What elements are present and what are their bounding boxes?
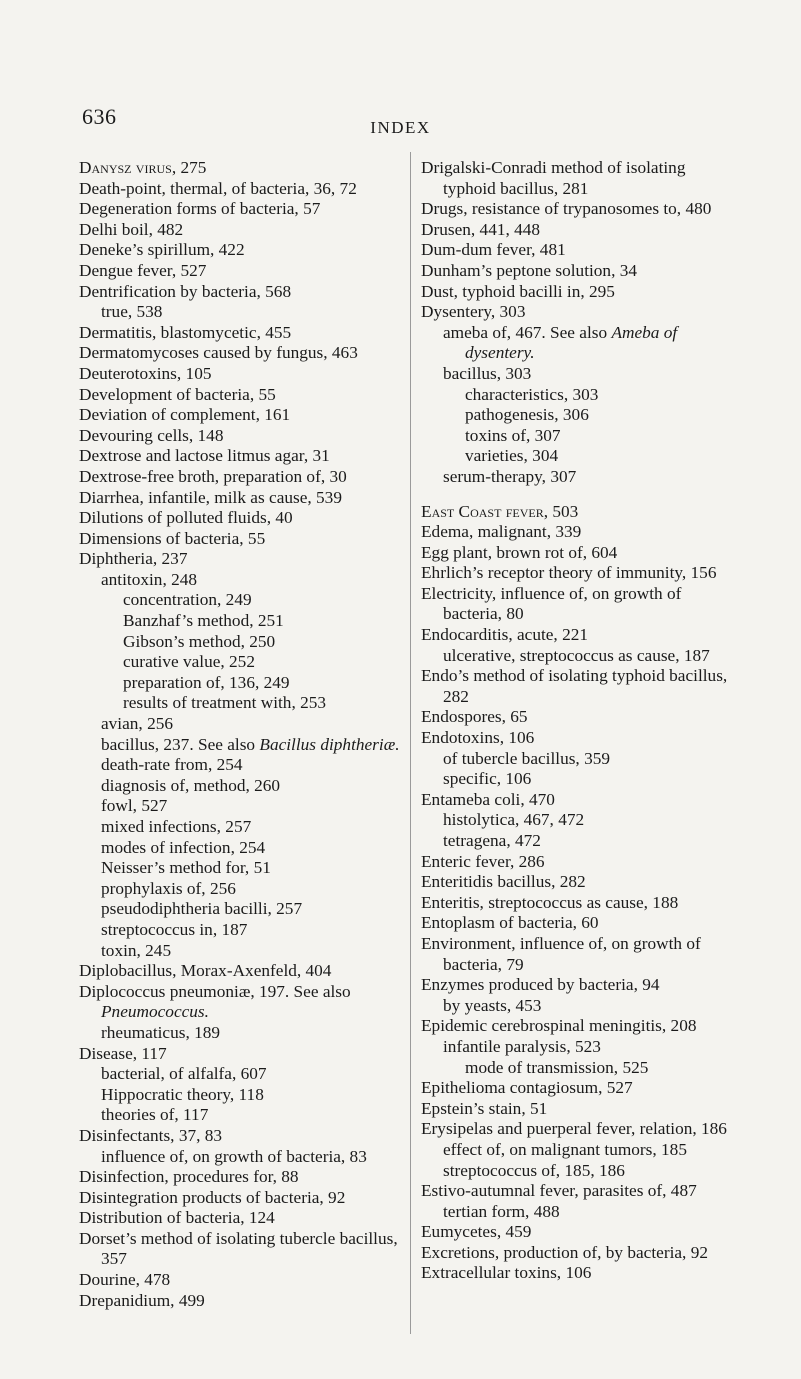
entry-text: Hippocratic theory, 118: [101, 1084, 264, 1104]
index-entry: [421, 790, 741, 811]
index-entry: [79, 693, 409, 714]
entry-text: Epidemic cerebrospinal meningitis, 208: [421, 1016, 697, 1036]
index-entry: [421, 646, 741, 667]
index-entry: [421, 261, 741, 282]
entry-text: Death-point, thermal, of bacteria, 36, 72: [79, 178, 357, 198]
entry-text: Enteritidis bacillus, 282: [421, 872, 586, 892]
entry-text: effect of, on malignant tumors, 185: [443, 1139, 687, 1159]
index-entry: [79, 982, 409, 1023]
entry-text: toxin, 245: [101, 940, 172, 960]
entry-text: tertian form, 488: [443, 1201, 560, 1221]
index-entry: [421, 1058, 741, 1079]
entry-text: pseudodiphtheria bacilli, 257: [101, 899, 303, 919]
index-entry: [421, 913, 741, 934]
entry-text: Dunham’s peptone solution, 34: [421, 260, 637, 280]
entry-text: Dermatitis, blastomycetic, 455: [79, 322, 292, 342]
entry-text: Disease, 117: [79, 1043, 167, 1063]
entry-cross-reference: Bacillus diphtheriæ.: [259, 734, 400, 754]
index-entry: [79, 1147, 409, 1168]
entry-text: Dysentery, 303: [421, 302, 526, 322]
index-entry: [421, 1222, 741, 1243]
entry-text: Electricity, influence of, on growth of bacteria, 80: [421, 583, 682, 624]
running-head: INDEX: [370, 118, 431, 137]
entry-text: Drusen, 441, 448: [421, 219, 541, 239]
index-entry: [421, 426, 741, 447]
entry-text: Gibson’s method, 250: [123, 631, 276, 651]
entry-text: Epithelioma contagiosum, 527: [421, 1078, 633, 1098]
entry-text: mode of transmission, 525: [465, 1057, 649, 1077]
entry-text: Diarrhea, infantile, milk as cause, 539: [79, 487, 342, 507]
index-entry: [421, 1161, 741, 1182]
index-entry: [421, 893, 741, 914]
index-entry: [421, 769, 741, 790]
index-entry: [79, 1167, 409, 1188]
entry-text: Drugs, resistance of trypanosomes to, 480: [421, 199, 712, 219]
index-entry: [421, 220, 741, 241]
index-entry: [421, 1140, 741, 1161]
entry-text: ast Coast fever, 503: [431, 501, 579, 521]
index-entry: [79, 1291, 409, 1312]
entry-text: Disintegration products of bacteria, 92: [79, 1187, 346, 1207]
entry-text: histolytica, 467, 472: [443, 810, 585, 830]
index-entry: [79, 385, 409, 406]
index-entry: [421, 934, 741, 975]
index-entry: [79, 1023, 409, 1044]
index-entry: [79, 343, 409, 364]
entry-text: Dust, typhoid bacilli in, 295: [421, 281, 615, 301]
entry-text: Entoplasm of bacteria, 60: [421, 913, 599, 933]
entry-text: Deneke’s spirillum, 422: [79, 240, 245, 260]
entry-text: streptococcus in, 187: [101, 919, 248, 939]
index-entry: [79, 570, 409, 591]
entry-text: Diplobacillus, Morax-Axenfeld, 404: [79, 961, 332, 981]
entry-text: Enzymes produced by bacteria, 94: [421, 975, 660, 995]
entry-text: Delhi boil, 482: [79, 219, 184, 239]
entry-text: toxins of, 307: [465, 425, 561, 445]
entry-text: bacillus, 303: [443, 363, 532, 383]
entry-text: anysz virus, 275: [91, 158, 207, 177]
entry-text: fowl, 527: [101, 796, 168, 816]
index-entry: [79, 488, 409, 509]
index-entry: [421, 240, 741, 261]
entry-text: Dentrification by bacteria, 568: [79, 281, 292, 301]
index-entry: [79, 858, 409, 879]
entry-text: Eumycetes, 459: [421, 1222, 532, 1242]
index-entry: [79, 673, 409, 694]
index-entry: [79, 1064, 409, 1085]
index-entry: [421, 446, 741, 467]
entry-text: Dum-dum fever, 481: [421, 240, 566, 260]
entry-text: Ehrlich’s receptor theory of immunity, 156: [421, 563, 717, 583]
index-entry: [79, 446, 409, 467]
index-entry: [421, 199, 741, 220]
entry-text: Diphtheria, 237: [79, 549, 188, 569]
index-entry: [421, 1243, 741, 1264]
index-entry: [79, 1126, 409, 1147]
index-entry: [79, 261, 409, 282]
index-entry: [421, 872, 741, 893]
entry-text: avian, 256: [101, 714, 173, 734]
index-entry: [421, 810, 741, 831]
entry-text: Epstein’s stain, 51: [421, 1098, 548, 1118]
index-entry: [79, 735, 409, 756]
entry-cross-reference: Ameba of dysentery.: [465, 322, 678, 363]
entry-text: ulcerative, streptococcus as cause, 187: [443, 645, 710, 665]
entry-text: preparation of, 136, 249: [123, 672, 290, 692]
entry-text: characteristics, 303: [465, 384, 599, 404]
entry-text: Degeneration forms of bacteria, 57: [79, 199, 321, 219]
index-entry: [421, 502, 741, 523]
index-entry: [79, 1085, 409, 1106]
entry-text: Dengue fever, 527: [79, 260, 207, 280]
index-entry: [79, 652, 409, 673]
entry-text: tetragena, 472: [443, 831, 541, 850]
entry-text: death-rate from, 254: [101, 755, 243, 775]
index-entry: [421, 666, 741, 707]
index-entry: [79, 426, 409, 447]
index-entry: [421, 302, 741, 323]
entry-text: Enteric fever, 286: [421, 851, 545, 871]
index-entry: [421, 522, 741, 543]
entry-text: Disinfectants, 37, 83: [79, 1125, 223, 1145]
index-entry: [79, 632, 409, 653]
entry-text: by yeasts, 453: [443, 995, 542, 1015]
entry-text: Dextrose-free broth, preparation of, 30: [79, 466, 347, 486]
entry-text: theories of, 117: [101, 1105, 209, 1125]
index-entry: [79, 1229, 409, 1270]
entry-text: Distribution of bacteria, 124: [79, 1208, 275, 1228]
index-entry: [79, 838, 409, 859]
entry-text: Development of bacteria, 55: [79, 384, 276, 404]
index-entry: [79, 796, 409, 817]
entry-text: specific, 106: [443, 769, 532, 789]
entry-text: Environment, influence of, on growth of bacteria, 79: [421, 933, 701, 974]
index-entry: [79, 899, 409, 920]
entry-text: Deuterotoxins, 105: [79, 363, 212, 383]
entry-text: Entameba coli, 470: [421, 789, 555, 809]
index-entry: [79, 405, 409, 426]
index-entry: [79, 590, 409, 611]
index-entry: [421, 584, 741, 625]
index-entry: [79, 240, 409, 261]
index-entry: [421, 707, 741, 728]
index-entry: [79, 1208, 409, 1229]
index-entry: [421, 852, 741, 873]
index-entry: [421, 543, 741, 564]
index-entry: [79, 158, 409, 179]
index-entry: [421, 1016, 741, 1037]
entry-text: results of treatment with, 253: [123, 693, 327, 713]
index-entry: [421, 405, 741, 426]
index-entry: [79, 1188, 409, 1209]
index-entry: [79, 220, 409, 241]
entry-text: Estivo-autumnal fever, parasites of, 487: [421, 1181, 697, 1201]
entry-text: Egg plant, brown rot of, 604: [421, 542, 618, 562]
entry-text: rheumaticus, 189: [101, 1022, 221, 1042]
entry-text: varieties, 304: [465, 446, 559, 466]
entry-text: pathogenesis, 306: [465, 405, 589, 425]
entry-text: Diplococcus pneumoniæ, 197. See also: [79, 981, 351, 1001]
index-entry: [421, 749, 741, 770]
entry-text: antitoxin, 248: [101, 569, 198, 589]
entry-text: Devouring cells, 148: [79, 425, 224, 445]
entry-text: Dermatomycoses caused by fungus, 463: [79, 343, 358, 363]
index-entry: [421, 158, 741, 199]
entry-text: Dorset’s method of isolating tubercle bacillus, 357: [79, 1228, 398, 1269]
entry-text: Neisser’s method for, 51: [101, 858, 271, 878]
index-entry: [79, 1270, 409, 1291]
entry-text: Deviation of complement, 161: [79, 405, 291, 425]
index-entry: [421, 996, 741, 1017]
index-entry: [421, 1119, 741, 1140]
index-entry: [79, 323, 409, 344]
entry-text: streptococcus of, 185, 186: [443, 1160, 625, 1180]
index-entry: [79, 879, 409, 900]
index-entry: [79, 611, 409, 632]
entry-text: mixed infections, 257: [101, 817, 252, 836]
entry-text: Drepanidium, 499: [79, 1290, 205, 1310]
index-entry: [79, 199, 409, 220]
index-entry: [421, 975, 741, 996]
index-entry: [79, 179, 409, 200]
entry-text: Enteritis, streptococcus as cause, 188: [421, 892, 679, 912]
index-entry: [421, 728, 741, 749]
index-entry: [79, 714, 409, 735]
page-number: 636: [82, 104, 117, 129]
entry-text: infantile paralysis, 523: [443, 1036, 601, 1056]
index-entry: [79, 961, 409, 982]
index-entry: [421, 385, 741, 406]
entry-initial: D: [79, 158, 92, 177]
entry-text: Disinfection, procedures for, 88: [79, 1167, 299, 1187]
index-entry: [421, 323, 741, 364]
index-entry: [421, 831, 741, 852]
entry-text: Endospores, 65: [421, 707, 528, 727]
index-entry: [421, 467, 741, 488]
index-entry: [79, 364, 409, 385]
entry-text: Excretions, production of, by bacteria, 92: [421, 1242, 708, 1262]
entry-initial: E: [421, 501, 432, 521]
index-entry: [421, 1202, 741, 1223]
index-column-right: [421, 158, 741, 1284]
index-entry: [79, 817, 409, 838]
entry-text: concentration, 249: [123, 590, 252, 610]
entry-text: Erysipelas and puerperal fever, relation, 186: [421, 1119, 727, 1139]
index-entry: [79, 549, 409, 570]
index-entry: [421, 1181, 741, 1202]
entry-text: Endotoxins, 106: [421, 728, 535, 748]
entry-text: of tubercle bacillus, 359: [443, 748, 610, 768]
entry-text: ameba of, 467. See also: [443, 322, 612, 342]
column-divider: [410, 152, 411, 1334]
entry-text: Drigalski-Conradi method of isolating typhoid bacillus, 281: [421, 158, 686, 198]
entry-text: serum-therapy, 307: [443, 466, 577, 486]
index-entry: [79, 529, 409, 550]
index-entry: [421, 1037, 741, 1058]
entry-text: curative value, 252: [123, 652, 255, 672]
entry-text: Banzhaf’s method, 251: [123, 611, 284, 631]
index-entry: [79, 302, 409, 323]
entry-text: bacillus, 237. See also: [101, 734, 260, 754]
entry-text: Dimensions of bacteria, 55: [79, 528, 266, 548]
entry-cross-reference: Pneumococcus.: [101, 1002, 209, 1022]
index-entry: [79, 467, 409, 488]
index-entry: [79, 282, 409, 303]
entry-text: Edema, malignant, 339: [421, 522, 582, 542]
index-entry: [421, 282, 741, 303]
index-entry: [421, 1099, 741, 1120]
entry-text: influence of, on growth of bacteria, 83: [101, 1146, 367, 1166]
entry-text: Endocarditis, acute, 221: [421, 625, 588, 645]
index-entry: [79, 1105, 409, 1126]
entry-text: Dourine, 478: [79, 1270, 171, 1290]
index-entry: [421, 1263, 741, 1284]
index-entry: [79, 1044, 409, 1065]
index-entry: [421, 563, 741, 584]
entry-text: true, 538: [101, 302, 163, 322]
index-entry: [79, 755, 409, 776]
index-entry: [421, 625, 741, 646]
index-entry: [79, 941, 409, 962]
entry-text: Endo’s method of isolating typhoid bacillus, 282: [421, 666, 728, 706]
index-entry: [79, 776, 409, 797]
entry-text: modes of infection, 254: [101, 837, 266, 857]
entry-text: bacterial, of alfalfa, 607: [101, 1064, 267, 1084]
entry-text: Extracellular toxins, 106: [421, 1263, 592, 1283]
index-entry: [79, 920, 409, 941]
index-entry: [421, 1078, 741, 1099]
index-entry: [421, 364, 741, 385]
index-entry: [79, 508, 409, 529]
index-column-left: [79, 158, 409, 1311]
entry-text: prophylaxis of, 256: [101, 878, 236, 898]
entry-text: diagnosis of, method, 260: [101, 775, 281, 795]
entry-text: Dextrose and lactose litmus agar, 31: [79, 446, 330, 466]
entry-text: Dilutions of polluted fluids, 40: [79, 508, 293, 528]
